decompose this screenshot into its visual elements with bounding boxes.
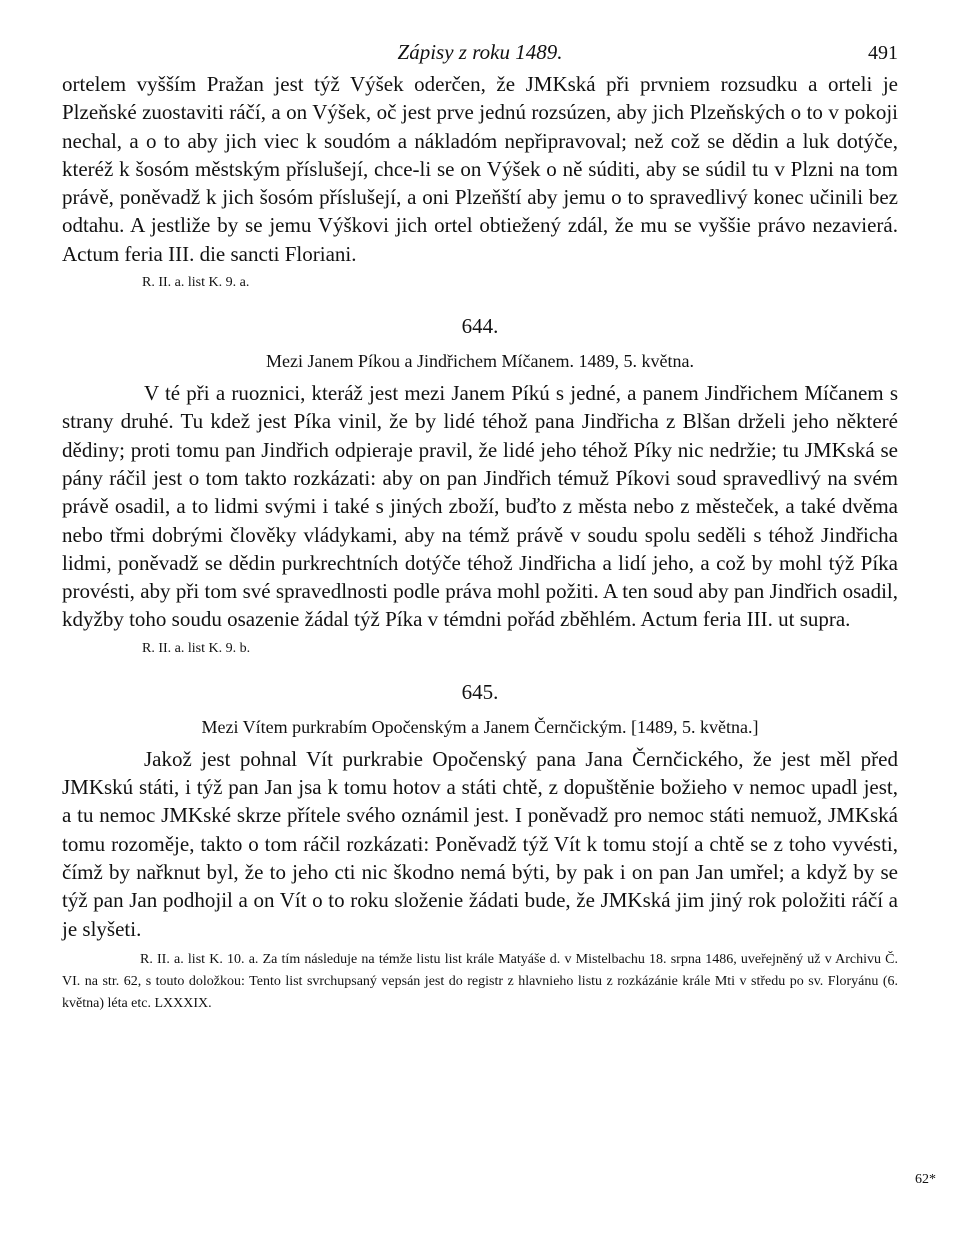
entry-644 bbox=[62, 314, 898, 660]
continuation-paragraph: ortelem vyšším Pražan jest týž Výšek oderčen, že JMKská při prvniem rozsudku a orteli je Plzeňské zuostaviti ráčí, a on Výšek, oč jest prve jednú rozsúzen, aby jich Plzeňských o to v pokoji nechal, a o to aby jich viec k soudóm a nákladóm nepřipravoval; než což se dědin a luk dotýče, kteréž k šosóm městským příslušejí, chce-li se on Výšek o ně súditi, aby se súdil tu v Plzni na tom právě, poněvadž k jich šosóm příslušejí, a oni Plzeňští aby jemu o to spravedlivý konec učinili bez odtahu. A jestliže by se jemu Výškovi jich ortel obtiežený zdál, že mu se vyššie právo nezavierá. Actum feria III. die sancti Floriani. bbox=[62, 72, 898, 266]
document-page bbox=[62, 36, 898, 1015]
source-reference: R. II. a. list K. 9. a. bbox=[142, 275, 250, 291]
running-title: Zápisy z roku 1489. bbox=[397, 40, 563, 64]
entry-645 bbox=[62, 680, 898, 1015]
entry-number: 644. bbox=[461, 314, 499, 339]
entry-heading: Mezi Vítem purkrabím Opočenským a Janem Černčickým. [1489, 5. května.] bbox=[201, 716, 759, 737]
page-header bbox=[62, 36, 898, 70]
entry-text: Jakož jest pohnal Vít purkrabie Opočenský pana Jana Černčického, že jest měl před JMKskú státi, i týž pan Jan jsa k tomu hotov a státi chtě, z dopuštěnie božieho v nemoc upadl jest, a tu nemoc JMKské skrze přítele svého oznámil jest. I poněvadž pro nemoc státi nemuož, JMKská tomu rozoměje, takto o tom ráčil rozkázati: Poněvadž týž Vít k tomu stojí a chtě se z toho vyvésti, čímž by nařknut byl, že to jeho cti nic škodno nemá býti, by pak i on pan Jan umřel; a když by se týž pan Jan podhojil a on Vít o to roku složenie žádati bude, že JMKská jim jiný rok položiti ráčí a je slyšeti. bbox=[62, 746, 898, 941]
footnote: R. II. a. list K. 10. a. Za tím následuje na témže listu list krále Matyáše d. v Mistelbachu 18. srpna 1486, uveřejněný už v Archivu Č. VI. na str. 62, s touto doložkou: Tento list svrchupsaný vepsán jest do registr z hlavnieho listu z rozkázánie krále Mti v středu po sv. Floryánu (6. května) léta etc. LXXXIX. bbox=[62, 951, 898, 1011]
entry-text: V té při a ruoznici, kteráž jest mezi Janem Píkú s jedné, a panem Jindřichem Míčanem s strany druhé. Tu kdež jest Píka vinil, že by lidé téhož pana Jindřicha z Blšan drželi jeho některé dědiny; proti tomu pan Jindřich odpieraje pravil, že lidé jeho téhož Píky nic nedržie; tu JMKská se pány ráčil jest o tom takto rozkázati: aby on pan Jindřich témuž Píkovi soud spravedlivý na svém právě osadil, a to lidmi svými i také s jiných zboží, buďto z města nebo z městeček, a také dvěma nebo třmi dobrými člověky vládykami, aby na témž právě v soudu spolu seděli s téhož Jindřicha lidmi, poněvadž se dědin purkrechtních dotýče téhož Jindřicha a lidí jeho, a což by mohl týž Píka provésti, aby při tom své spravedlnosti podle práva mohl požiti. A ten soud aby pan Jindřich osadil, kdyžby toho soudu osazenie žádal týž Píka v témdni pořád zběhlém. Actum feria III. ut supra. bbox=[62, 381, 898, 632]
signature-mark: 62* bbox=[915, 1172, 936, 1187]
source-reference: R. II. a. list K. 9. b. bbox=[142, 640, 251, 656]
entry-heading: Mezi Janem Píkou a Jindřichem Míčanem. 1489, 5. května. bbox=[266, 351, 694, 372]
entry-number: 645. bbox=[461, 679, 499, 704]
page-number: 491 bbox=[868, 42, 898, 64]
